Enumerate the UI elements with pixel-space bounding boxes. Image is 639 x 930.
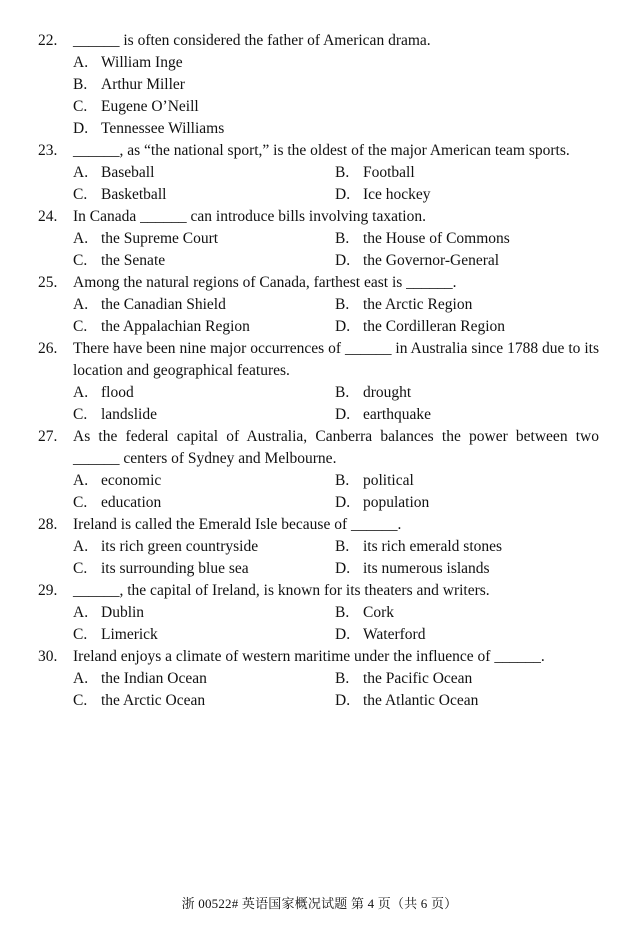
option-b: B. the House of Commons (335, 230, 510, 247)
question-stem: In Canada ______ can introduce bills involving taxation. (73, 208, 426, 225)
question-stem: Among the natural regions of Canada, farthest east is ______. (73, 274, 457, 291)
option-a: A. economic (73, 472, 162, 489)
option-d: D. its numerous islands (335, 560, 490, 577)
option-c: C. Limerick (73, 626, 158, 643)
question-27 (0, 426, 639, 514)
option-a: A. flood (73, 384, 134, 401)
option-c: C. landslide (73, 406, 157, 423)
question-stem: There have been nine major occurrences of ______ in Australia since 1788 due to its location and geographical features. (73, 340, 599, 379)
option-b: B. Football (335, 164, 415, 181)
option-d: D. the Atlantic Ocean (335, 692, 479, 709)
option-c: C. the Senate (73, 252, 166, 269)
option-a: A. William Inge (73, 54, 183, 71)
question-stem: As the federal capital of Australia, Canberra balances the power between two ______ centers of Sydney and Melbourne. (73, 428, 599, 467)
exam-page (0, 30, 639, 712)
option-b: B. drought (335, 384, 412, 401)
option-d: D. the Governor-General (335, 252, 500, 269)
option-a: A. the Canadian Shield (73, 296, 226, 313)
question-stem: Ireland enjoys a climate of western maritime under the influence of ______. (73, 648, 545, 665)
question-number: 26. (38, 340, 58, 357)
question-25 (0, 272, 639, 338)
option-c: C. the Appalachian Region (73, 318, 250, 335)
question-29 (0, 580, 639, 646)
question-number: 23. (38, 142, 58, 159)
option-c: C. Basketball (73, 186, 167, 203)
option-a: A. the Supreme Court (73, 230, 219, 247)
question-number: 29. (38, 582, 58, 599)
option-b: B. the Arctic Region (335, 296, 473, 313)
option-a: A. its rich green countryside (73, 538, 259, 555)
question-24 (0, 206, 639, 272)
option-d: D. Tennessee Williams (73, 120, 225, 137)
question-stem: ______, the capital of Ireland, is known for its theaters and writers. (73, 582, 490, 599)
option-b: B. its rich emerald stones (335, 538, 503, 555)
question-number: 25. (38, 274, 58, 291)
question-number: 24. (38, 208, 58, 225)
option-d: D. population (335, 494, 430, 511)
question-number: 30. (38, 648, 58, 665)
option-b: B. Cork (335, 604, 394, 621)
question-number: 27. (38, 428, 58, 445)
option-d: D. earthquake (335, 406, 431, 423)
option-d: D. Ice hockey (335, 186, 431, 203)
question-number: 28. (38, 516, 58, 533)
option-b: B. Arthur Miller (73, 76, 185, 93)
option-a: A. Dublin (73, 604, 145, 621)
question-26 (0, 338, 639, 426)
question-number: 22. (38, 32, 58, 49)
option-a: A. Baseball (73, 164, 155, 181)
option-b: B. political (335, 472, 414, 489)
question-stem: ______ is often considered the father of American drama. (73, 32, 431, 49)
option-a: A. the Indian Ocean (73, 670, 207, 687)
option-d: D. Waterford (335, 626, 426, 643)
question-22 (0, 30, 639, 140)
option-c: C. Eugene O’Neill (73, 98, 199, 115)
page-footer: 浙 00522# 英语国家概况试题 第 4 页（共 6 页） (181, 896, 458, 911)
question-stem: Ireland is called the Emerald Isle because of ______. (73, 516, 402, 533)
question-30 (0, 646, 639, 712)
question-23 (0, 140, 639, 206)
question-28 (0, 514, 639, 580)
question-stem: ______, as “the national sport,” is the oldest of the major American team sports. (73, 142, 570, 159)
option-b: B. the Pacific Ocean (335, 670, 473, 687)
option-c: C. its surrounding blue sea (73, 560, 249, 577)
option-c: C. the Arctic Ocean (73, 692, 206, 709)
option-d: D. the Cordilleran Region (335, 318, 506, 335)
option-c: C. education (73, 494, 162, 511)
